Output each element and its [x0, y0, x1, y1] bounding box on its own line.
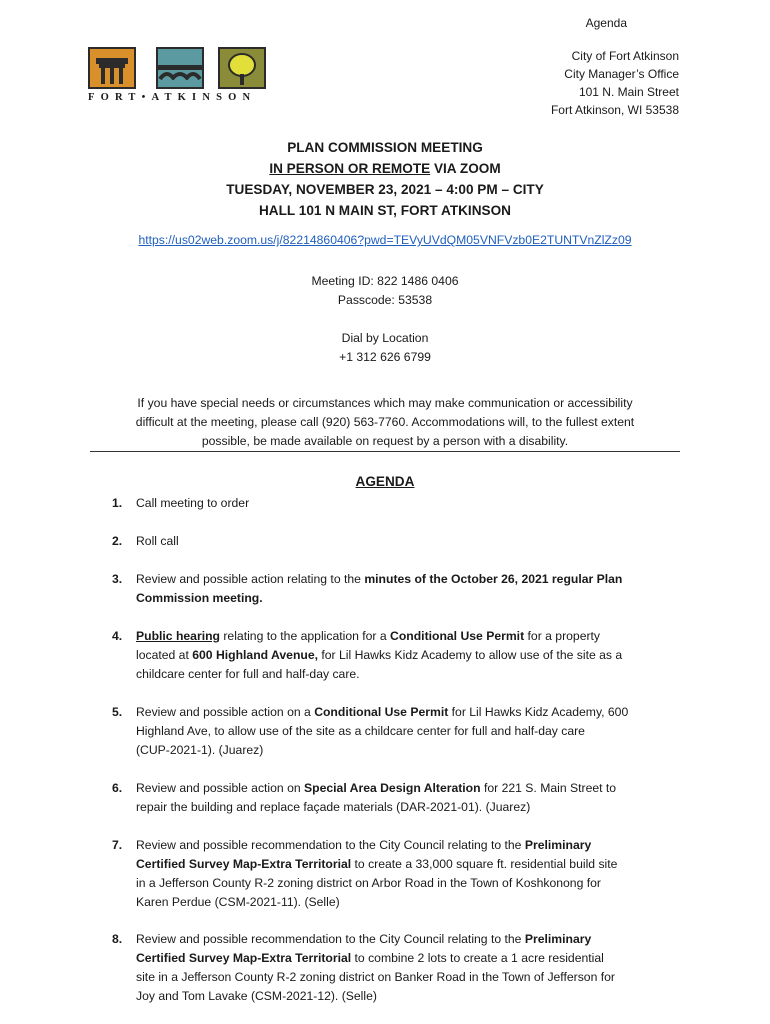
- dial-number: +1 312 626 6799: [339, 350, 431, 364]
- notice-line-3: possible, be made available on request by a person with a disability.: [201, 434, 569, 448]
- agenda-item: [112, 532, 692, 551]
- house-icon: [88, 47, 136, 89]
- agenda-item: [112, 836, 692, 912]
- agenda-item-segment: Roll call: [136, 534, 179, 548]
- agenda-item-segment: relating to the application for a: [219, 629, 391, 643]
- agenda-item-number: 1.: [112, 496, 123, 510]
- bridge-icon: [156, 47, 204, 89]
- zoom-meeting-link[interactable]: https://us02web.zoom.us/j/82214860406?pwd=TEVyUVdQM05VNFVzb0E2TUNTVnZlZz09: [138, 233, 632, 247]
- agenda-item-segment: (CUP-2021-1). (Juarez): [136, 743, 264, 757]
- agenda-item: [112, 779, 692, 817]
- agenda-item: [112, 570, 692, 608]
- address-line-3: 101 N. Main Street: [578, 85, 679, 99]
- accessibility-notice: [90, 394, 680, 451]
- agenda-item-number: 8.: [112, 932, 123, 946]
- agenda-item-segment: Highland Ave, to allow use of the site as a childcare center for full and half-day care: [136, 724, 585, 738]
- logo-wordmark: FORT•ATKINSON: [88, 92, 257, 103]
- section-divider: [90, 451, 680, 452]
- title-in-person-remote: IN PERSON OR REMOTE: [269, 161, 431, 176]
- agenda-item-emphasis: Commission meeting.: [136, 591, 263, 605]
- title-line-1: PLAN COMMISSION MEETING: [287, 140, 483, 155]
- agenda-item: [112, 494, 692, 513]
- notice-line-1: If you have special needs or circumstances which may make communication or accessibility: [137, 396, 633, 410]
- title-line-4: HALL 101 N MAIN ST, FORT ATKINSON: [258, 203, 511, 218]
- agenda-item-segment: Karen Perdue (CSM-2021-11). (Selle): [136, 895, 340, 909]
- agenda-item-emphasis: Preliminary: [524, 932, 592, 946]
- agenda-item-line: [136, 836, 692, 855]
- agenda-item-segment: Review and possible action on: [136, 781, 305, 795]
- agenda-item-line: [136, 987, 692, 1006]
- agenda-item-number: 4.: [112, 629, 123, 643]
- agenda-item-segment: childcare center for full and half-day care.: [136, 667, 360, 681]
- agenda-item-line: [136, 798, 692, 817]
- agenda-item: [112, 627, 692, 684]
- agenda-item-line: [136, 627, 692, 646]
- meeting-passcode: Passcode: 53538: [337, 293, 433, 307]
- agenda-item-segment: Call meeting to order: [136, 496, 250, 510]
- agenda-item-number: 3.: [112, 572, 123, 586]
- agenda-item-line: [136, 494, 692, 513]
- address-line-2: City Manager’s Office: [564, 67, 679, 81]
- agenda-heading: AGENDA: [355, 474, 415, 489]
- agenda-item-text: [136, 930, 692, 1006]
- agenda-item-text: [136, 779, 692, 817]
- agenda-item-line: [136, 532, 692, 551]
- tree-icon: [218, 47, 266, 89]
- address-line-4: Fort Atkinson, WI 53538: [550, 103, 679, 117]
- agenda-item-emphasis: Public hearing: [136, 629, 220, 643]
- address-line-1: City of Fort Atkinson: [571, 49, 679, 63]
- agenda-item-segment: for Lil Hawks Kidz Academy to allow use of the site as a: [318, 648, 623, 662]
- agenda-item-line: [136, 741, 692, 760]
- agenda-item-emphasis: Certified Survey Map-Extra Territorial: [136, 857, 352, 871]
- agenda-item-segment: to create a 33,000 square ft. residential build site: [351, 857, 618, 871]
- agenda-item-line: [136, 703, 692, 722]
- agenda-item-segment: Review and possible action relating to the: [136, 572, 365, 586]
- agenda-item-segment: Review and possible action on a: [136, 705, 315, 719]
- agenda-item-emphasis: minutes of the October 26, 2021 regular Plan: [364, 572, 623, 586]
- agenda-item-text: [136, 532, 692, 551]
- agenda-item-number: 5.: [112, 705, 123, 719]
- agenda-item-text: [136, 836, 692, 912]
- agenda-item-emphasis: Conditional Use Permit: [390, 629, 525, 643]
- agenda-item-line: [136, 949, 692, 968]
- agenda-item-segment: Review and possible recommendation to the City Council relating to the: [136, 838, 525, 852]
- title-via-zoom: VIA ZOOM: [430, 161, 501, 176]
- agenda-item-text: [136, 703, 692, 760]
- agenda-item-segment: in a Jefferson County R-2 zoning district on Arbor Road in the Town of Koshkonong for: [136, 876, 601, 890]
- agenda-item: [112, 930, 692, 1006]
- agenda-item-segment: for Lil Hawks Kidz Academy, 600: [448, 705, 629, 719]
- agenda-item-line: [136, 855, 692, 874]
- agenda-item-line: [136, 874, 692, 893]
- agenda-item-line: [136, 570, 692, 589]
- document-label: Agenda: [585, 16, 627, 30]
- agenda-item-segment: Joy and Tom Lavake (CSM-2021-12). (Selle): [136, 989, 377, 1003]
- agenda-item-emphasis: Preliminary: [524, 838, 592, 852]
- agenda-item-number: 7.: [112, 838, 123, 852]
- agenda-item-text: [136, 494, 692, 513]
- title-line-2: [90, 158, 680, 179]
- agenda-item-segment: repair the building and replace façade materials (DAR-2021-01). (Juarez): [136, 800, 531, 814]
- meeting-title: [90, 137, 680, 221]
- agenda-item-line: [136, 589, 692, 608]
- agenda-item-number: 6.: [112, 781, 123, 795]
- agenda-item-segment: located at: [136, 648, 193, 662]
- agenda-item-emphasis: Special Area Design Alteration: [304, 781, 481, 795]
- agenda-item-segment: Review and possible recommendation to the City Council relating to the: [136, 932, 525, 946]
- agenda-item-segment: for a property: [524, 629, 601, 643]
- agenda-item-text: [136, 570, 692, 608]
- agenda-item: [112, 703, 692, 760]
- agenda-item-emphasis: 600 Highland Avenue,: [192, 648, 318, 662]
- meeting-id: Meeting ID: 822 1486 0406: [311, 274, 459, 288]
- agenda-item-segment: to combine 2 lots to create a 1 acre residential: [351, 951, 604, 965]
- agenda-item-number: 2.: [112, 534, 123, 548]
- fort-atkinson-logo: [88, 47, 274, 107]
- agenda-item-segment: site in a Jefferson County R-2 zoning district on Banker Road in the Town of Jefferson for: [136, 970, 615, 984]
- title-line-3: TUESDAY, NOVEMBER 23, 2021 – 4:00 PM – CITY: [226, 182, 544, 197]
- agenda-item-line: [136, 893, 692, 912]
- agenda-item-line: [136, 646, 692, 665]
- notice-line-2: difficult at the meeting, please call (920) 563-7760. Accommodations will, to the fullest extent: [135, 415, 635, 429]
- dial-label: Dial by Location: [341, 331, 429, 345]
- agenda-item-line: [136, 665, 692, 684]
- agenda-item-segment: for 221 S. Main Street to: [480, 781, 617, 795]
- agenda-item-emphasis: Conditional Use Permit: [314, 705, 449, 719]
- agenda-item-line: [136, 722, 692, 741]
- agenda-item-text: [136, 627, 692, 684]
- agenda-item-line: [136, 779, 692, 798]
- agenda-item-emphasis: Certified Survey Map-Extra Territorial: [136, 951, 352, 965]
- agenda-item-line: [136, 968, 692, 987]
- agenda-item-line: [136, 930, 692, 949]
